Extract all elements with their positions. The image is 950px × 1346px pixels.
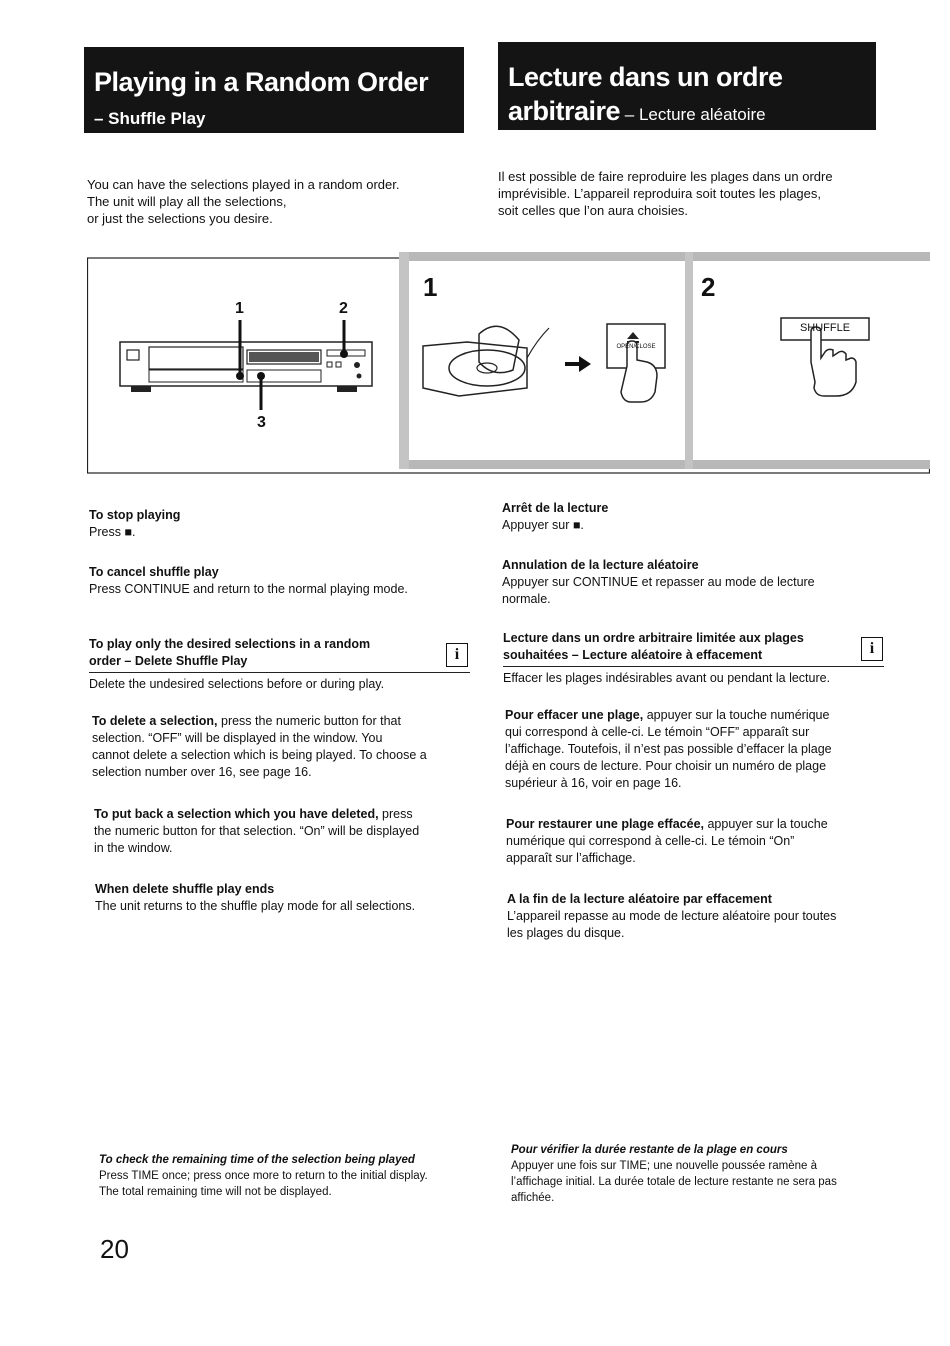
fr-cancel-section [502, 557, 882, 608]
en-put-back [94, 806, 474, 857]
en-note-heading: To check the remaining time of the selection being played [99, 1154, 415, 1166]
en-stop-heading: To stop playing [89, 508, 181, 522]
fr-intro-line: imprévisible. L’appareil reproduira soit toutes les plages, [498, 186, 822, 201]
fr-delete-selection-lead: Pour effacer une plage, [505, 708, 644, 722]
en-stop-text: Press ■. [89, 525, 136, 539]
fr-restore-text: appuyer sur la touche [704, 817, 828, 831]
en-delete-shuffle-header [89, 636, 470, 693]
fr-title-line1: Lecture dans un ordre [508, 62, 783, 92]
en-put-back-lead: To put back a selection which you have deleted, [94, 807, 379, 821]
en-cancel-heading: To cancel shuffle play [89, 565, 219, 579]
en-delete-heading-line2: order – Delete Shuffle Play [89, 654, 248, 668]
fr-stop-text: Appuyer sur ■. [502, 518, 584, 532]
fr-delete-shuffle-header [503, 630, 884, 687]
en-delete-heading-line1: To play only the desired selections in a random [89, 637, 371, 651]
info-icon-glyph: i [869, 640, 875, 657]
en-cancel-text: Press CONTINUE and return to the normal playing mode. [89, 582, 408, 596]
fr-restore-lead: Pour restaurer une plage effacée, [506, 817, 704, 831]
step-2-number: 2 [701, 272, 716, 302]
open-close-label: OPEN/CLOSE [616, 344, 656, 350]
en-title-banner [84, 47, 464, 133]
fr-ends-heading: A la fin de la lecture aléatoire par effacement [507, 892, 772, 906]
fr-cancel-text: Appuyer sur CONTINUE et repasser au mode de lecture [502, 575, 815, 589]
en-ends-section [95, 881, 475, 915]
en-title: Playing in a Random Order [94, 67, 429, 97]
illustration-panel [87, 252, 930, 474]
en-delete-selection [92, 713, 477, 781]
fr-note-text: l’affichage initial. La durée totale de lecture restante ne sera pas [511, 1176, 837, 1188]
fr-intro-line: Il est possible de faire reproduire les plages dans un ordre [498, 169, 833, 184]
fr-restore-text: numérique qui correspond à celle-ci. Le témoin “On” [506, 834, 795, 848]
fr-note-text: Appuyer une fois sur TIME; une nouvelle poussée ramène à [511, 1160, 817, 1172]
en-delete-selection-text: selection number over 16, see page 16. [92, 765, 312, 779]
info-icon [446, 643, 468, 667]
en-delete-intro: Delete the undesired selections before or during play. [89, 677, 385, 691]
fr-intro [498, 168, 898, 219]
fr-delete-heading-line2: souhaitées – Lecture aléatoire à effacement [503, 648, 763, 662]
fr-stop-section [502, 500, 882, 534]
fr-delete-heading-line1: Lecture dans un ordre arbitraire limitée aux plages [503, 631, 804, 645]
step-1-number: 1 [423, 272, 438, 302]
en-intro [87, 176, 467, 227]
fr-ends-text: L’appareil repasse au mode de lecture aléatoire pour toutes [507, 909, 837, 923]
en-put-back-text: the numeric button for that selection. “On” will be displayed [94, 824, 420, 838]
fr-delete-selection-text: qui correspond à celle-ci. Le témoin “OFF” apparaît sur [505, 725, 810, 739]
en-stop-section [89, 507, 469, 541]
fr-delete-selection-text: supérieur à 16, voir en page 16. [505, 776, 682, 790]
en-note-text: The total remaining time will not be displayed. [99, 1186, 332, 1198]
fr-delete-intro: Effacer les plages indésirables avant ou pendant la lecture. [503, 671, 831, 685]
shuffle-label: SHUFFLE [799, 322, 851, 334]
fr-restore-text: apparaît sur l’affichage. [506, 851, 636, 865]
en-intro-line: You can have the selections played in a random order. [87, 177, 400, 192]
info-icon-glyph: i [454, 646, 460, 663]
page-number: 20 [100, 1234, 129, 1264]
fr-ends-text: les plages du disque. [507, 926, 625, 940]
fr-cancel-text: normale. [502, 592, 551, 606]
en-delete-selection-text: press the numeric button for that [217, 714, 401, 728]
callout-3: 3 [257, 414, 266, 431]
en-put-back-text: in the window. [94, 841, 173, 855]
fr-restore [506, 816, 891, 867]
en-delete-selection-lead: To delete a selection, [92, 714, 218, 728]
fr-cancel-heading: Annulation de la lecture aléatoire [502, 558, 699, 572]
en-remaining-time-note [99, 1152, 479, 1200]
fr-ends-section [507, 891, 892, 942]
fr-title-line2: arbitraire [508, 96, 621, 126]
en-cancel-section [89, 564, 469, 598]
fr-remaining-time-note [511, 1142, 891, 1206]
en-put-back-text: press [378, 807, 413, 821]
callout-1: 1 [235, 300, 244, 317]
fr-note-heading: Pour vérifier la durée restante de la plage en cours [511, 1144, 788, 1156]
cd-player-drawing [120, 320, 372, 410]
fr-title-banner [498, 42, 876, 130]
fr-delete-selection-text: appuyer sur la touche numérique [643, 708, 830, 722]
en-delete-selection-text: cannot delete a selection which is being played. To choose a [92, 748, 427, 762]
fr-subtitle: – Lecture aléatoire [620, 105, 766, 124]
illustration-svg [87, 252, 930, 474]
fr-intro-line: soit celles que l’on aura choisies. [498, 203, 689, 218]
en-ends-text: The unit returns to the shuffle play mode for all selections. [95, 899, 416, 913]
en-intro-line: The unit will play all the selections, [87, 194, 287, 209]
en-ends-heading: When delete shuffle play ends [95, 882, 275, 896]
fr-delete-selection [505, 707, 890, 792]
en-delete-selection-text: selection. “OFF” will be displayed in the window. You [92, 731, 383, 745]
fr-note-text: affichée. [511, 1192, 555, 1204]
en-subtitle: – Shuffle Play [94, 109, 206, 128]
en-intro-line: or just the selections you desire. [87, 211, 273, 226]
fr-delete-selection-text: l’affichage. Toutefois, il n’est pas possible d’effacer la plage [505, 742, 832, 756]
fr-delete-selection-text: déjà en cours de lecture. Pour choisir un numéro de plage [505, 759, 827, 773]
callout-2: 2 [339, 300, 348, 317]
en-note-text: Press TIME once; press once more to return to the initial display. [99, 1170, 428, 1182]
fr-stop-heading: Arrêt de la lecture [502, 501, 609, 515]
info-icon [861, 637, 883, 661]
